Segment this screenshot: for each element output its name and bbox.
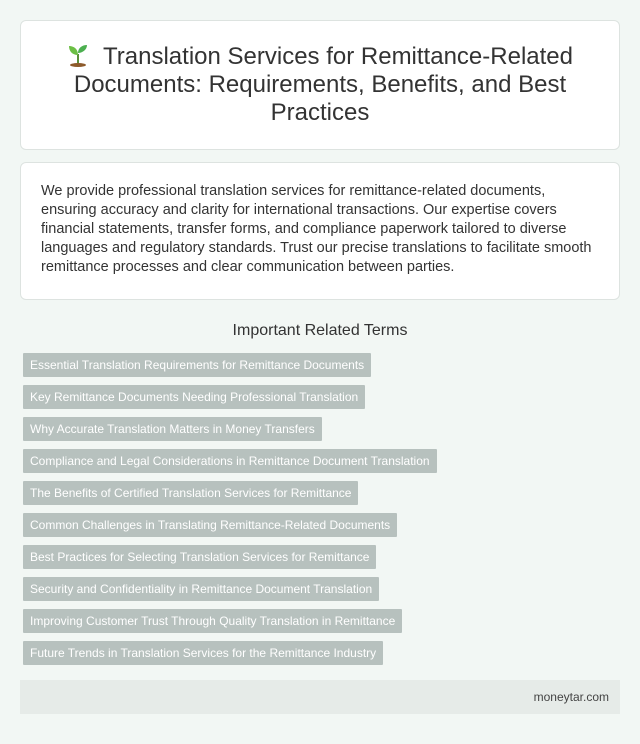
related-term-tag[interactable]: Why Accurate Translation Matters in Money Transfers: [23, 417, 322, 441]
related-term-tag[interactable]: Essential Translation Requirements for Remittance Documents: [23, 353, 371, 377]
sprout-icon: [67, 43, 89, 67]
footer: [20, 680, 620, 714]
related-term-tag[interactable]: Common Challenges in Translating Remittance-Related Documents: [23, 513, 397, 537]
related-term-tag[interactable]: The Benefits of Certified Translation Services for Remittance: [23, 481, 358, 505]
description-card: [20, 162, 620, 300]
page-title: [51, 43, 589, 127]
description-text: We provide professional translation services for remittance-related documents, ensuring accuracy and clarity for international transactions. Our expertise covers financial statements, transfer forms, and compliance paperwork tailored to diverse languages and regulatory standards. Trust our precise translations to facilitate smooth remittance processes and clear communication between parties.: [41, 183, 592, 275]
related-term-tag[interactable]: Future Trends in Translation Services for the Remittance Industry: [23, 641, 383, 665]
related-terms-heading: Important Related Terms: [232, 322, 408, 339]
footer-site-link[interactable]: moneytar.com: [533, 690, 609, 704]
related-term-tag[interactable]: Key Remittance Documents Needing Professional Translation: [23, 385, 365, 409]
related-term-tag[interactable]: Compliance and Legal Considerations in Remittance Document Translation: [23, 449, 437, 473]
related-term-tag[interactable]: Security and Confidentiality in Remittance Document Translation: [23, 577, 379, 601]
page-title-text: Translation Services for Remittance-Related Documents: Requirements, Benefits, and Best Practices: [73, 43, 573, 126]
related-terms-list: [23, 353, 437, 673]
related-term-tag[interactable]: Best Practices for Selecting Translation Services for Remittance: [23, 545, 376, 569]
related-term-tag[interactable]: Improving Customer Trust Through Quality Translation in Remittance: [23, 609, 402, 633]
title-card: [20, 20, 620, 150]
